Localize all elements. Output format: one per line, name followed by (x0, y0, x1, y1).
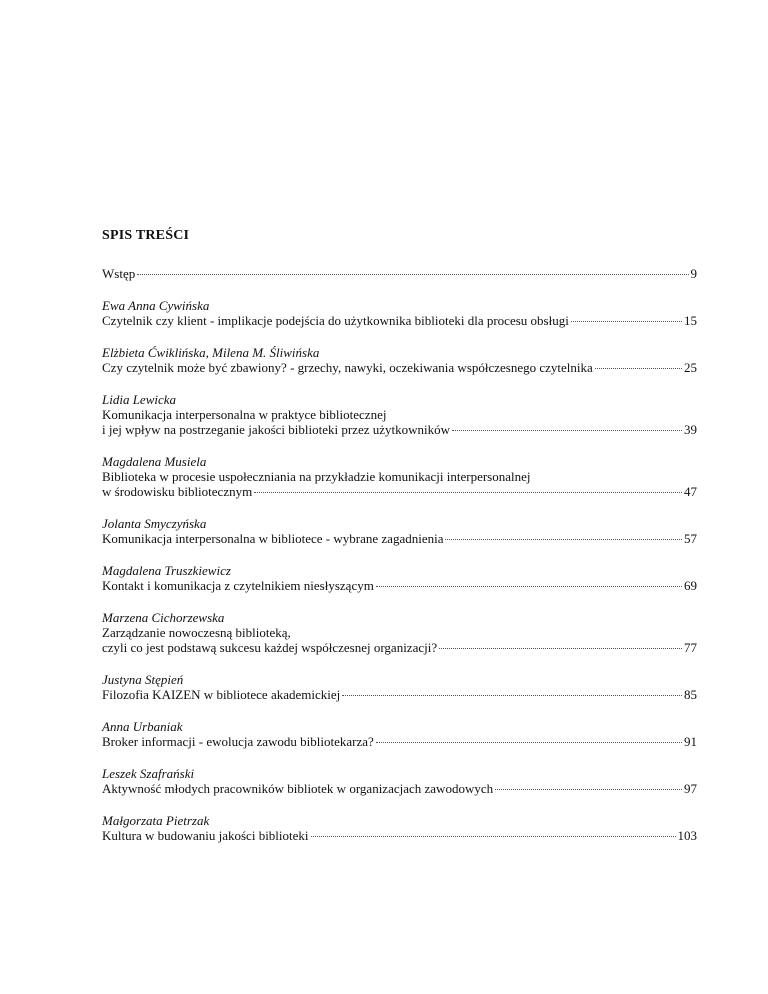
entry-title-row (102, 531, 697, 546)
toc-entries (102, 266, 697, 843)
entry-title-row (102, 687, 697, 702)
entry-title-row (102, 828, 697, 843)
entry-author: Leszek Szafrański (102, 766, 195, 781)
toc-entry (102, 766, 697, 796)
entry-title: w środowisku bibliotecznym (102, 484, 253, 499)
dot-leader (445, 539, 682, 540)
entry-title: Czy czytelnik może być zbawiony? - grzechy, nawyki, oczekiwania współczesnego czytelnika (102, 360, 593, 375)
entry-author: Małgorzata Pietrzak (102, 813, 210, 828)
toc-entry (102, 345, 697, 375)
page-number: 77 (684, 640, 697, 655)
entry-title: Czytelnik czy klient - implikacje podejścia do użytkownika biblioteki dla procesu obsługi (102, 313, 569, 328)
toc-entry (102, 672, 697, 702)
toc-entry (102, 610, 697, 655)
page-number: 25 (684, 360, 697, 375)
dot-leader (137, 274, 688, 275)
entry-title: i jej wpływ na postrzeganie jakości biblioteki przez użytkowników (102, 422, 451, 437)
entry-title: Broker informacji - ewolucja zawodu bibliotekarza? (102, 734, 374, 749)
page-number: 91 (684, 734, 697, 749)
toc-entry (102, 719, 697, 749)
entry-title: Wstęp (102, 266, 136, 281)
entry-author: Anna Urbaniak (102, 719, 183, 734)
entry-title: Komunikacja interpersonalna w bibliotece - wybrane zagadnienia (102, 531, 444, 546)
entry-author: Marzena Cichorzewska (102, 610, 225, 625)
dot-leader (452, 430, 682, 431)
page-number: 97 (684, 781, 697, 796)
entry-title-line: Biblioteka w procesie uspołeczniania na przykładzie komunikacji interpersonalnej (102, 469, 531, 484)
page-number: 47 (684, 484, 697, 499)
dot-leader (571, 321, 682, 322)
table-of-contents (102, 228, 697, 860)
entry-title-row (102, 640, 697, 655)
toc-entry (102, 563, 697, 593)
dot-leader (311, 836, 676, 837)
page-number: 39 (684, 422, 697, 437)
entry-title: Aktywność młodych pracowników bibliotek w organizacjach zawodowych (102, 781, 494, 796)
entry-title: Kontakt i komunikacja z czytelnikiem niesłyszącym (102, 578, 374, 593)
dot-leader (376, 586, 682, 587)
toc-entry (102, 516, 697, 546)
entry-author: Magdalena Musiela (102, 454, 207, 469)
toc-entry (102, 813, 697, 843)
entry-author: Elżbieta Ćwiklińska, Milena M. Śliwińska (102, 345, 320, 360)
page-number: 15 (684, 313, 697, 328)
page-number: 69 (684, 578, 697, 593)
toc-entry (102, 392, 697, 437)
entry-author: Lidia Lewicka (102, 392, 177, 407)
entry-title-row (102, 360, 697, 375)
entry-title-row (102, 734, 697, 749)
entry-author: Magdalena Truszkiewicz (102, 563, 231, 578)
entry-title-row (102, 266, 697, 281)
page-number: 9 (690, 266, 697, 281)
entry-author: Jolanta Smyczyńska (102, 516, 207, 531)
entry-title: Filozofia KAIZEN w bibliotece akademickiej (102, 687, 341, 702)
entry-author: Ewa Anna Cywińska (102, 298, 210, 313)
entry-title: Kultura w budowaniu jakości biblioteki (102, 828, 309, 843)
page-number: 85 (684, 687, 697, 702)
entry-title-row (102, 578, 697, 593)
page-number: 57 (684, 531, 697, 546)
toc-entry (102, 266, 697, 281)
dot-leader (376, 742, 682, 743)
entry-author: Justyna Stępień (102, 672, 184, 687)
entry-title-line: Zarządzanie nowoczesną biblioteką, (102, 625, 291, 640)
entry-title-row (102, 484, 697, 499)
entry-title-line: Komunikacja interpersonalna w praktyce bibliotecznej (102, 407, 387, 422)
dot-leader (342, 695, 682, 696)
toc-entry (102, 298, 697, 328)
dot-leader (595, 368, 682, 369)
entry-title: czyli co jest podstawą sukcesu każdej współczesnej organizacji? (102, 640, 438, 655)
page-number: 103 (677, 828, 697, 843)
entry-title-row (102, 313, 697, 328)
entry-title-row (102, 422, 697, 437)
toc-heading: SPIS TREŚCI (102, 228, 190, 243)
dot-leader (495, 789, 682, 790)
dot-leader (254, 492, 682, 493)
dot-leader (439, 648, 682, 649)
entry-title-row (102, 781, 697, 796)
toc-entry (102, 454, 697, 499)
